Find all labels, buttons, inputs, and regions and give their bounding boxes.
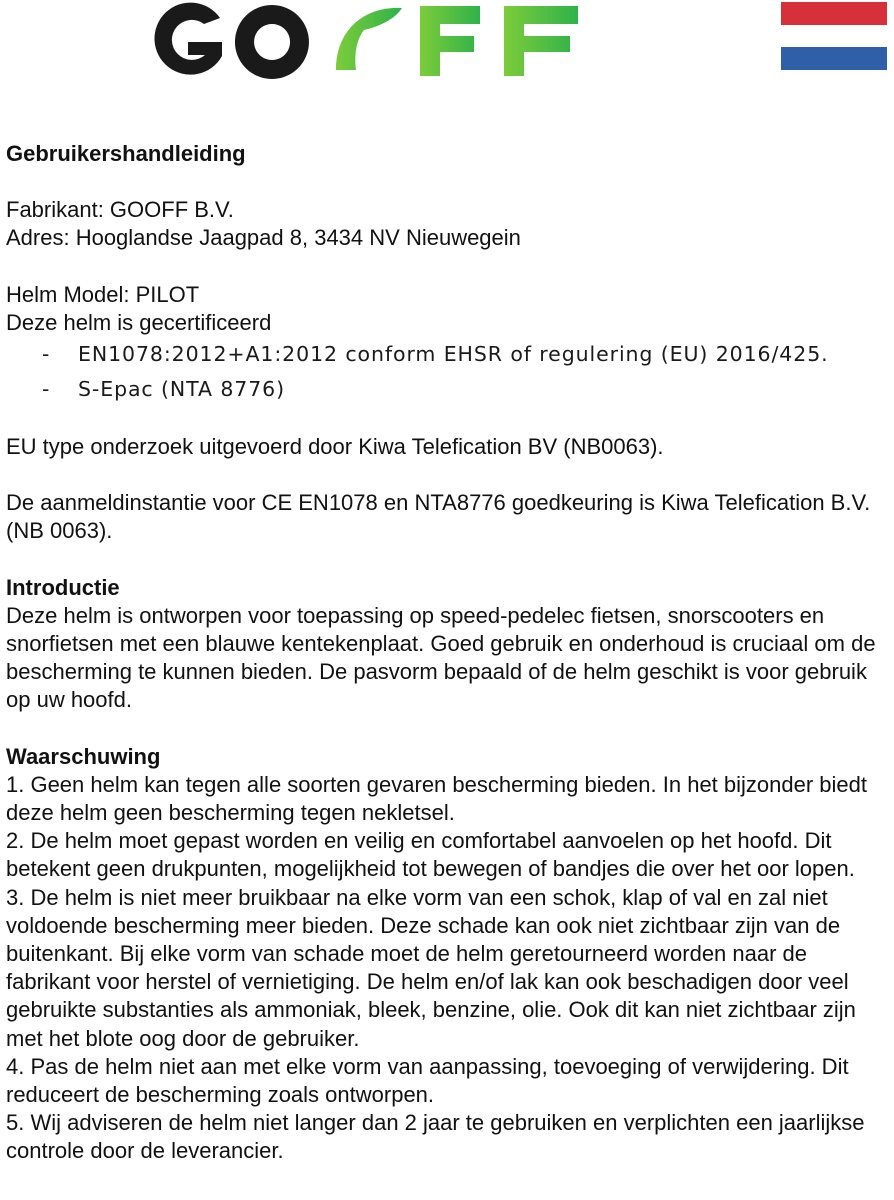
bullet-dash: - [42, 342, 51, 367]
warning-item: 3. De helm is niet meer bruikbaar na elke vorm van een schok, klap of val en zal niet voldoende bescherming meer bieden. Deze schade kan ook niet zichtbaar zijn van de buitenkant. Bij elke vorm van schade moet de helm geretourneerd worden naar de fabrikant voor herstel of vernietiging. De helm en/of lak kan ook beschadigen door veel gebruikte substanties als ammoniak, bleek, benzine, olie. Ook dit kan niet zichtbaar zijn met het blote oog door de gebruiker. [6, 884, 856, 1051]
certification-text: EN1078:2012+A1:2012 conform EHSR of regulering (EU) 2016/425. [78, 342, 829, 367]
certification-item [6, 337, 888, 372]
certification-item [6, 372, 888, 407]
flag-blue-stripe [781, 47, 887, 70]
flag-red-stripe [781, 2, 887, 25]
certification-text: S-Epac (NTA 8776) [78, 377, 285, 402]
eu-test-line: EU type onderzoek uitgevoerd door Kiwa Telefication BV (NB0063). [6, 434, 664, 460]
intro-paragraph: Deze helm is ontworpen voor toepassing op speed-pedelec fietsen, snorscooters en snorfietsen met een blauwe kentekenplaat. Goed gebruik en onderhoud is cruciaal om de bescherming te kunnen bieden. De pasvorm bepaald of de helm geschikt is voor gebruik op uw hoofd. [6, 602, 876, 713]
notified-body-paragraph: De aanmeldinstantie voor CE EN1078 en NTA8776 goedkeuring is Kiwa Telefication B.V. (NB 0063). [6, 490, 871, 544]
bullet-dash: - [42, 377, 51, 402]
flag-white-stripe [781, 25, 887, 48]
manual-title: Gebruikershandleiding [6, 141, 246, 166]
certification-list [6, 337, 888, 407]
warning-heading: Waarschuwing [6, 743, 161, 769]
warning-item: 1. Geen helm kan tegen alle soorten gevaren bescherming bieden. In het bijzonder biedt deze helm geen bescherming tegen nekletsel. [6, 771, 868, 826]
manufacturer-line: Fabrikant: GOOFF B.V. [6, 197, 234, 223]
warning-item: 5. Wij adviseren de helm niet langer dan 2 jaar te gebruiken en verplichten een jaarlijkse controle door de leverancier. [6, 1110, 865, 1164]
gooff-logo [132, 0, 592, 80]
manual-document [6, 140, 888, 1166]
model-line: Helm Model: PILOT [6, 281, 200, 307]
certified-line: Deze helm is gecertificeerd [6, 309, 272, 335]
warning-item: 4. Pas de helm niet aan met elke vorm van aanpassing, toevoeging of verwijdering. Dit reduceert de bescherming zoals ontworpen. [6, 1053, 849, 1108]
intro-heading: Introductie [6, 574, 120, 600]
address-line: Adres: Hooglandse Jaagpad 8, 3434 NV Nieuwegein [6, 225, 521, 251]
dutch-flag-icon [781, 2, 887, 70]
warning-item: 2. De helm moet gepast worden en veilig en comfortabel aanvoelen op het hoofd. Dit betekent geen drukpunten, mogelijkheid tot bewegen of bandjes die over het oor lopen. [6, 828, 855, 882]
page-header [0, 0, 894, 110]
